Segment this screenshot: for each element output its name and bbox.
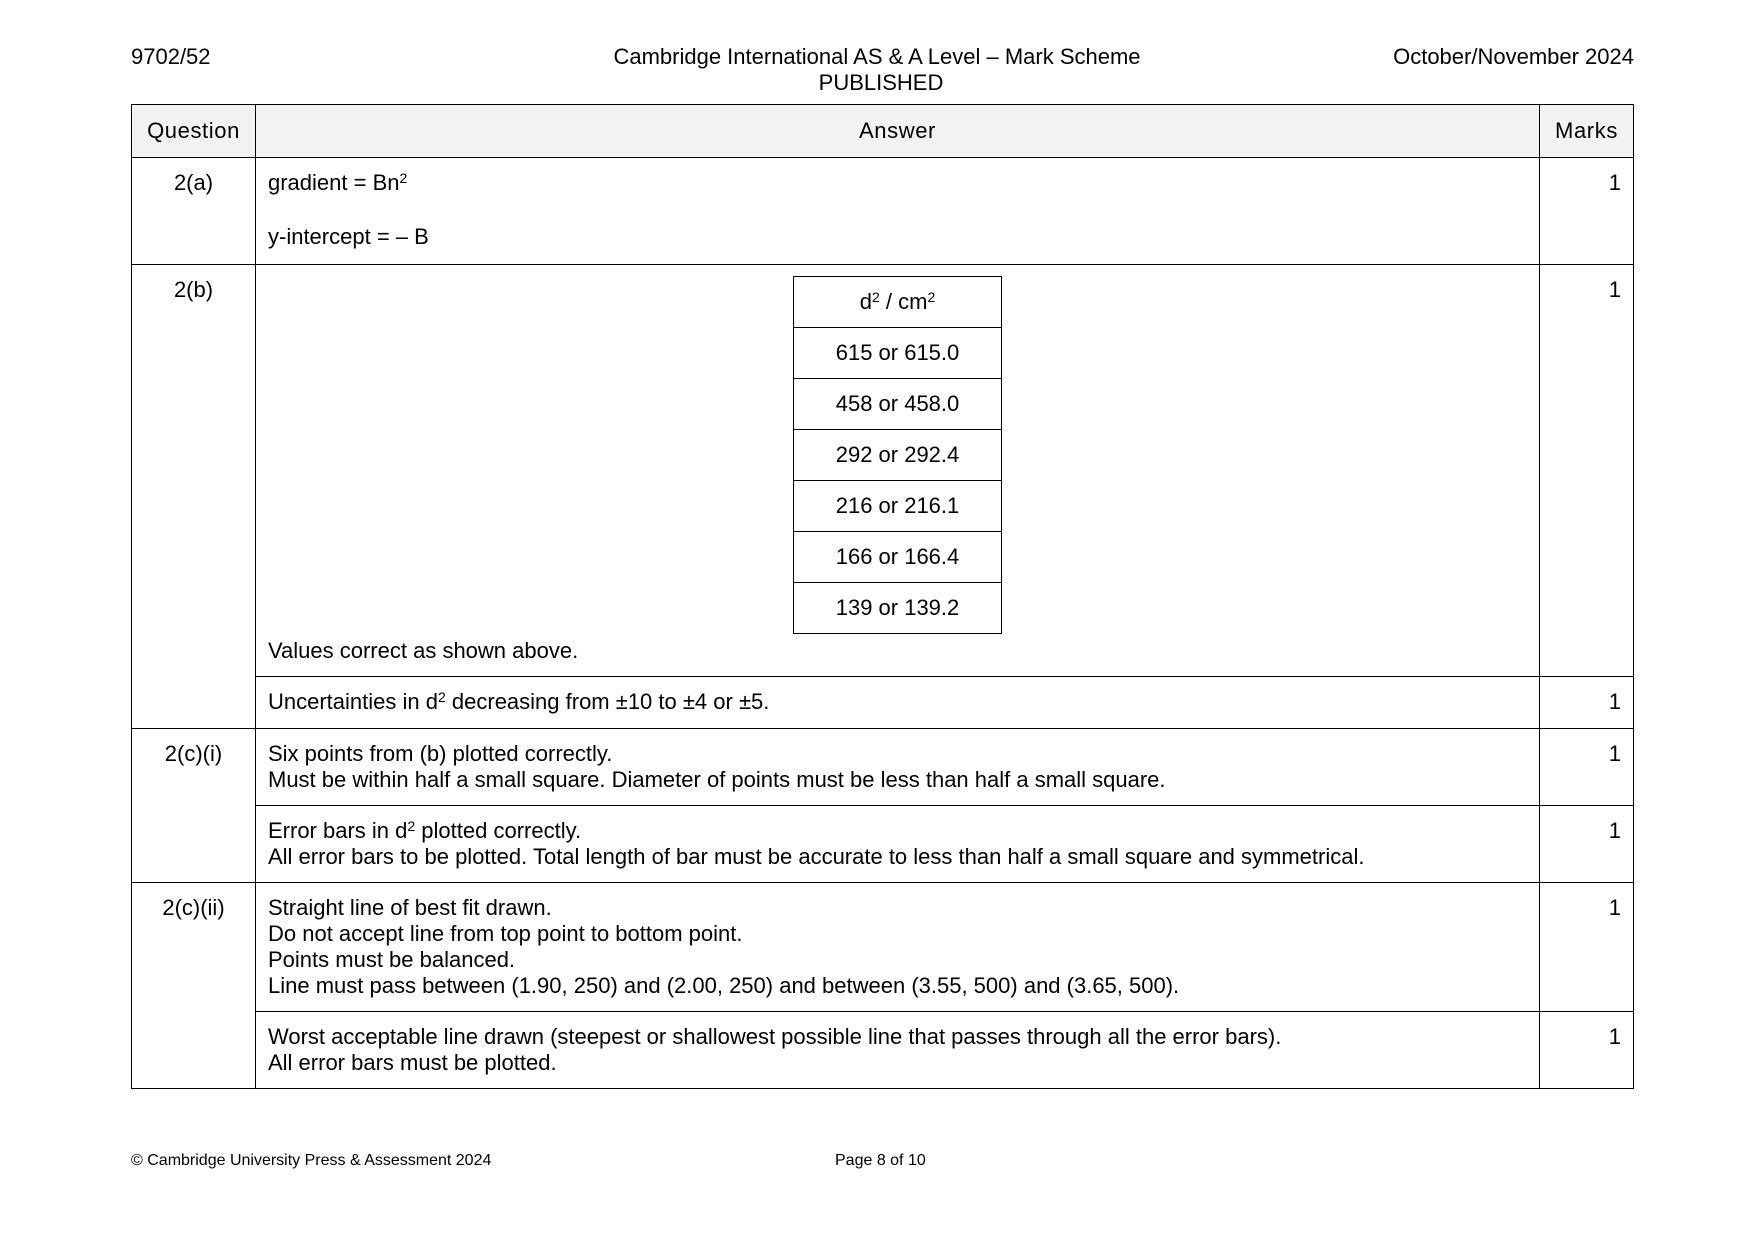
answer-line: All error bars must be plotted. xyxy=(268,1050,557,1075)
page-number: Page 8 of 10 xyxy=(835,1152,926,1169)
d-squared-header: $d^2 / cm^2$ xyxy=(794,277,1002,328)
table-row xyxy=(132,1012,1634,1089)
question-number: 2(c)(ii) xyxy=(132,883,256,1089)
marks-cell: 1 xyxy=(1540,1012,1634,1089)
marks-cell: 1 xyxy=(1540,729,1634,806)
superscript: 2 xyxy=(399,170,408,186)
table-row xyxy=(132,158,1634,265)
question-number: 2(c)(i) xyxy=(132,729,256,883)
answer-line: Do not accept line from top point to bottom point. xyxy=(268,921,743,946)
answer-line: Six points from (b) plotted correctly. xyxy=(268,741,613,766)
d-squared-table xyxy=(793,276,1002,634)
superscript: 2 xyxy=(437,689,446,705)
answer-text: Uncertainties in d xyxy=(268,689,438,714)
table-row xyxy=(132,729,1634,806)
answer-line: Points must be balanced. xyxy=(268,947,516,972)
answer-cell xyxy=(256,806,1540,883)
table-row xyxy=(132,806,1634,883)
answer-text: plotted correctly. xyxy=(415,818,582,843)
marks-header: Marks xyxy=(1540,105,1634,158)
marks-cell: 1 xyxy=(1540,883,1634,1012)
table-row xyxy=(132,265,1634,677)
document-title: Cambridge International AS & A Level – Mark Scheme xyxy=(613,44,1141,69)
answer-cell xyxy=(256,677,1540,729)
answer-note: Values correct as shown above. xyxy=(268,638,579,663)
exam-session: October/November 2024 xyxy=(1393,44,1634,69)
answer-line: y-intercept = – B xyxy=(268,224,429,249)
answer-cell xyxy=(256,265,1540,677)
answer-line xyxy=(268,170,1527,196)
answer-line xyxy=(268,818,1527,844)
answer-cell xyxy=(256,883,1540,1012)
answer-cell xyxy=(256,729,1540,806)
answer-line: Line must pass between (1.90, 250) and (2.00, 250) and between (3.55, 500) and (3.65, 500). xyxy=(268,973,1180,998)
marks-cell: 1 xyxy=(1540,677,1634,729)
d-squared-value: 615 or 615.0 xyxy=(794,328,1002,379)
answer-line: Straight line of best fit drawn. xyxy=(268,895,552,920)
answer-cell xyxy=(256,1012,1540,1089)
answer-text: Error bars in d xyxy=(268,818,408,843)
answer-text: decreasing from ±10 to ±4 or ±5. xyxy=(445,689,770,714)
marks-cell: 1 xyxy=(1540,806,1634,883)
question-number: 2(b) xyxy=(132,265,256,729)
answer-header: Answer xyxy=(256,105,1540,158)
marks-cell: 1 xyxy=(1540,158,1634,265)
answer-text: gradient = Bn xyxy=(268,170,400,195)
table-header-row xyxy=(132,105,1634,158)
d-squared-value: 216 or 216.1 xyxy=(794,481,1002,532)
answer-line: All error bars to be plotted. Total length of bar must be accurate to less than half a small square and symmetrical. xyxy=(268,844,1365,869)
copyright-notice: © Cambridge University Press & Assessment 2024 xyxy=(131,1152,492,1169)
d-squared-value: 166 or 166.4 xyxy=(794,532,1002,583)
d-squared-value: 139 or 139.2 xyxy=(794,583,1002,634)
question-header: Question xyxy=(132,105,256,158)
d-squared-value: 292 or 292.4 xyxy=(794,430,1002,481)
table-row xyxy=(132,677,1634,729)
answer-line: Worst acceptable line drawn (steepest or shallowest possible line that passes through all the error bars). xyxy=(268,1024,1282,1049)
question-number: 2(a) xyxy=(132,158,256,265)
paper-code: 9702/52 xyxy=(131,44,211,69)
answer-line: Must be within half a small square. Diameter of points must be less than half a small square. xyxy=(268,767,1166,792)
superscript: 2 xyxy=(407,818,416,834)
table-row xyxy=(132,883,1634,1012)
answer-cell xyxy=(256,158,1540,265)
values-table-wrap xyxy=(268,276,1527,634)
d-squared-value: 458 or 458.0 xyxy=(794,379,1002,430)
mark-scheme-table xyxy=(131,104,1634,1089)
document-subtitle: PUBLISHED xyxy=(818,70,944,95)
marks-cell: 1 xyxy=(1540,265,1634,677)
